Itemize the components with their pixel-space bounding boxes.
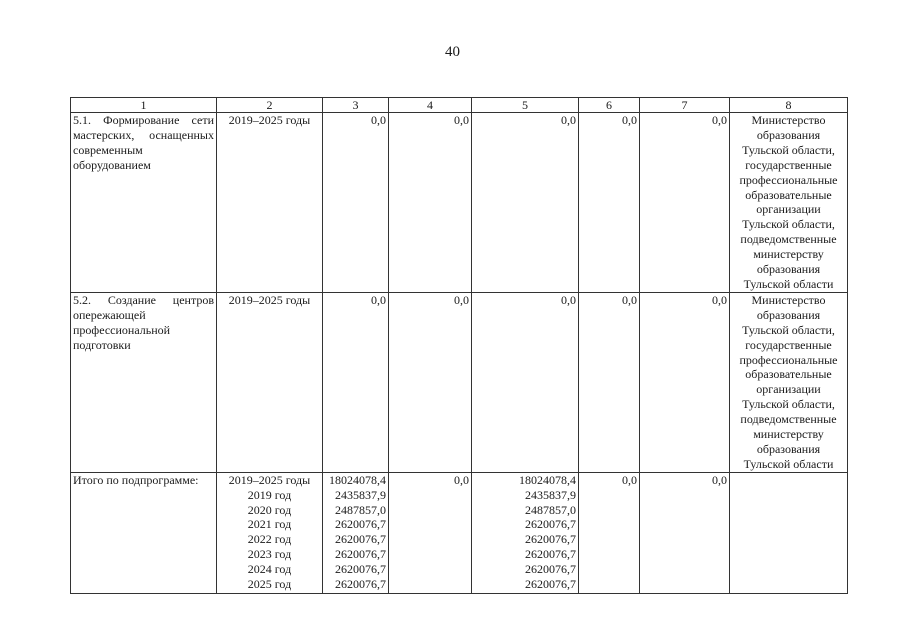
- total-label: Итого по подпрограмме:: [71, 472, 217, 593]
- value-cell: 0,0: [640, 113, 730, 293]
- total-col8: [730, 472, 848, 593]
- value-cell: 0,0: [579, 113, 640, 293]
- measure-name: 5.2. Создание центров опережающей профессиональной подготовки: [71, 292, 217, 472]
- total-col6: 0,0: [579, 472, 640, 593]
- column-header: 7: [640, 98, 730, 113]
- column-header: 8: [730, 98, 848, 113]
- value-cell: 0,0: [389, 113, 472, 293]
- value-cell: 0,0: [579, 292, 640, 472]
- executor-cell: Министерство образования Тульской области, государственные профессиональные образовательные организации Тульской области, подведомственные министерству образования Тульской области: [730, 292, 848, 472]
- measure-name: 5.1. Формирование сети мастерских, оснащенных современным оборудованием: [71, 113, 217, 293]
- column-header: 4: [389, 98, 472, 113]
- total-periods: 2019–2025 годы 2019 год 2020 год 2021 год 2022 год 2023 год 2024 год 2025 год: [217, 472, 323, 593]
- total-col3: 18024078,4 2435837,9 2487857,0 2620076,7 2620076,7 2620076,7 2620076,7 2620076,7: [323, 472, 389, 593]
- total-col7: 0,0: [640, 472, 730, 593]
- value-cell: 0,0: [323, 113, 389, 293]
- program-table: [70, 97, 848, 594]
- period-cell: 2019–2025 годы: [217, 113, 323, 293]
- executor-cell: Министерство образования Тульской области, государственные профессиональные образовательные организации Тульской области, подведомственные министерству образования Тульской области: [730, 113, 848, 293]
- total-col5: 18024078,4 2435837,9 2487857,0 2620076,7 2620076,7 2620076,7 2620076,7 2620076,7: [472, 472, 579, 593]
- period-cell: 2019–2025 годы: [217, 292, 323, 472]
- value-cell: 0,0: [472, 292, 579, 472]
- table-row: [71, 292, 848, 472]
- value-cell: 0,0: [640, 292, 730, 472]
- column-number-row: [71, 98, 848, 113]
- column-header: 1: [71, 98, 217, 113]
- total-col4: 0,0: [389, 472, 472, 593]
- page-number: 40: [445, 44, 460, 60]
- value-cell: 0,0: [389, 292, 472, 472]
- column-header: 3: [323, 98, 389, 113]
- table-row: [71, 113, 848, 293]
- value-cell: 0,0: [472, 113, 579, 293]
- total-row: [71, 472, 848, 593]
- column-header: 5: [472, 98, 579, 113]
- value-cell: 0,0: [323, 292, 389, 472]
- column-header: 2: [217, 98, 323, 113]
- column-header: 6: [579, 98, 640, 113]
